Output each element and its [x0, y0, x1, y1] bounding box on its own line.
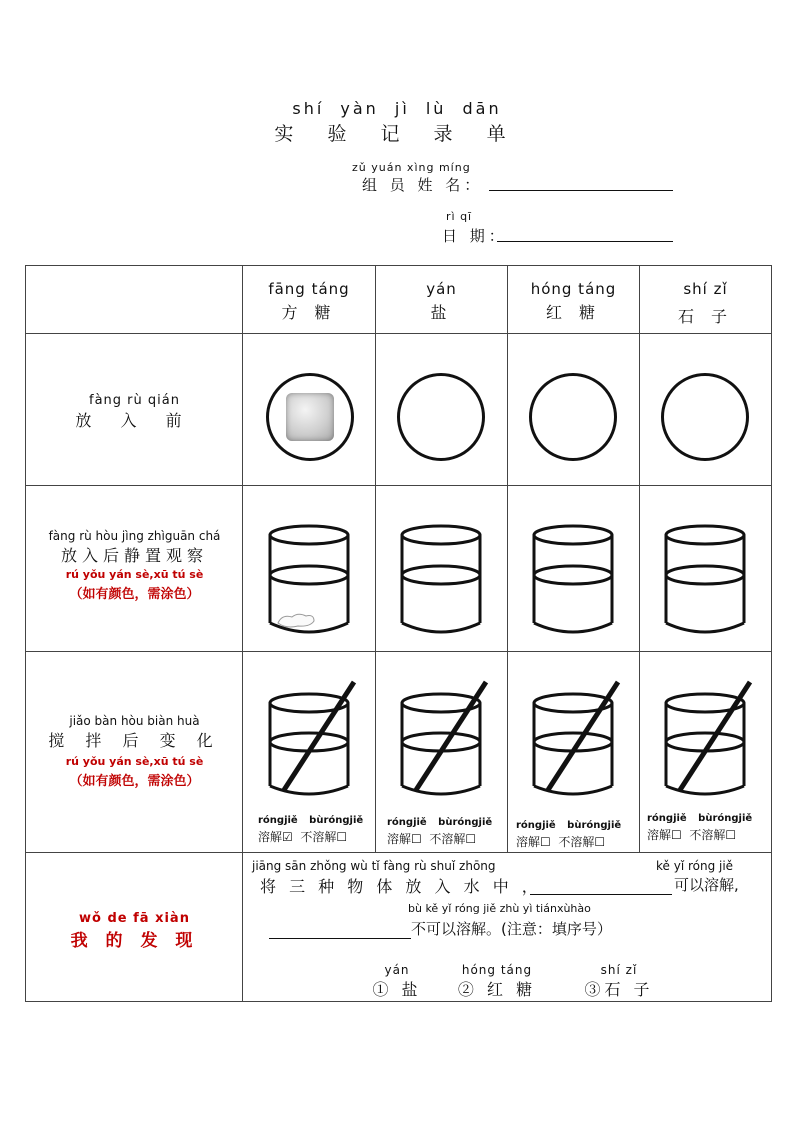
- salt-still-cup-icon[interactable]: [398, 523, 488, 635]
- table-divider: [26, 485, 771, 486]
- sugar-cube-icon: [286, 393, 334, 441]
- column-header-pebble: [640, 280, 771, 327]
- not-dissolve-pinyin: bùróngjiě: [438, 817, 493, 828]
- sugar-cube-dissolve-options: [258, 812, 363, 845]
- dissolve-checkbox[interactable]: 溶解☑: [258, 830, 293, 844]
- choice-text: ① 盐: [372, 980, 422, 999]
- date-field-blank[interactable]: [497, 241, 673, 242]
- finding-line1-end-pinyin: kě yǐ róng jiě: [656, 859, 734, 873]
- name-field-pinyin: zǔ yuán xìng míng: [352, 161, 471, 174]
- choice-text: ③石 子: [584, 980, 654, 999]
- not-dissolve-pinyin: bùróngjiě: [698, 813, 753, 824]
- row-pinyin: jiǎo bàn hòu biàn huà: [69, 714, 200, 728]
- finding-line1-pinyin: jiāng sān zhǒng wù tǐ fàng rù shuǐ zhōng: [252, 859, 496, 873]
- date-field-label: 日 期：: [442, 227, 508, 245]
- column-name: 石 子: [677, 307, 734, 326]
- brown-sugar-before-circle[interactable]: [529, 373, 617, 461]
- choice-salt: [362, 963, 432, 1000]
- row-note-pinyin: rú yǒu yán sè,xū tú sè: [65, 755, 204, 768]
- column-header-salt: [376, 280, 507, 323]
- choice-pebble: [574, 963, 664, 1000]
- row-label-after-stir: [26, 714, 243, 789]
- column-name: 盐: [430, 303, 453, 322]
- name-field-label: 组 员 姓 名：: [362, 176, 484, 194]
- title-pinyin: shí yàn jì lù dān: [292, 99, 502, 118]
- table-divider: [26, 333, 771, 334]
- finding-not-dissolve-blank[interactable]: [269, 938, 411, 939]
- row-pinyin: wǒ de fā xiàn: [79, 911, 190, 926]
- finding-line1-end: 可以溶解,: [674, 876, 739, 894]
- column-pinyin: fāng táng: [268, 280, 350, 298]
- table-divider: [375, 266, 376, 853]
- dissolve-pinyin: róngjiě: [258, 815, 298, 826]
- column-header-brown-sugar: [508, 280, 639, 323]
- table-divider: [26, 852, 771, 853]
- record-table: [25, 265, 772, 1002]
- column-header-sugar-cube: [243, 280, 375, 323]
- column-name: 红 糖: [545, 303, 602, 322]
- column-pinyin: hóng táng: [530, 280, 617, 298]
- pebble-stir-cup-icon[interactable]: [662, 678, 757, 798]
- column-pinyin: shí zǐ: [683, 280, 728, 298]
- dissolve-pinyin: róngjiě: [387, 817, 427, 828]
- salt-dissolve-options: [387, 814, 492, 847]
- dissolve-pinyin: róngjiě: [516, 820, 556, 831]
- sugar-cube-before-circle: [266, 373, 354, 461]
- choice-pinyin: shí zǐ: [600, 963, 638, 977]
- not-dissolve-checkbox[interactable]: 不溶解☐: [300, 830, 348, 844]
- choice-text: ② 红 糖: [457, 980, 537, 999]
- row-note-pinyin: rú yǒu yán sè,xū tú sè: [65, 568, 204, 581]
- sugar-cube-stir-cup-icon[interactable]: [266, 678, 361, 798]
- row-label-finding: [26, 911, 243, 951]
- column-pinyin: yán: [426, 280, 457, 298]
- row-pinyin: fàng rù qián: [89, 393, 180, 408]
- brown-sugar-stir-cup-icon[interactable]: [530, 678, 625, 798]
- table-divider: [639, 266, 640, 853]
- dissolve-pinyin: róngjiě: [647, 813, 687, 824]
- finding-line2-text: 不可以溶解。(注意：填序号）: [411, 920, 612, 938]
- row-note: （如有颜色，需涂色）: [69, 587, 200, 602]
- not-dissolve-pinyin: bùróngjiě: [309, 815, 364, 826]
- choice-brown-sugar: [442, 963, 552, 1000]
- dissolve-checkbox[interactable]: 溶解☐: [647, 828, 682, 842]
- choice-pinyin: hóng táng: [461, 963, 533, 977]
- name-field-blank[interactable]: [489, 190, 673, 191]
- column-name: 方 糖: [281, 303, 337, 322]
- date-field-pinyin: rì qī: [446, 210, 473, 223]
- row-note: （如有颜色，需涂色）: [69, 774, 200, 789]
- finding-dissolve-blank[interactable]: [530, 894, 672, 895]
- page-title: 实 验 记 录 单: [274, 123, 520, 145]
- pebble-dissolve-options: [647, 810, 752, 843]
- dissolve-checkbox[interactable]: 溶解☐: [516, 835, 551, 849]
- not-dissolve-pinyin: bùróngjiě: [567, 820, 622, 831]
- finding-line1-text: 将 三 种 物 体 放 入 水 中 ，: [260, 877, 542, 896]
- sugar-cube-still-cup-icon: [266, 523, 356, 635]
- row-label-before: [26, 393, 243, 431]
- finding-line2-pinyin: bù kě yǐ róng jiě zhù yì tiánxùhào: [408, 902, 591, 915]
- row-text: 搅 拌 后 变 化: [48, 731, 221, 750]
- choice-pinyin: yán: [384, 963, 410, 977]
- row-text: 放入后静置观察: [60, 546, 208, 565]
- row-text: 我 的 发 现: [70, 931, 199, 951]
- brown-sugar-dissolve-options: [516, 817, 621, 850]
- table-divider: [507, 266, 508, 853]
- not-dissolve-checkbox[interactable]: 不溶解☐: [558, 835, 606, 849]
- dissolve-checkbox[interactable]: 溶解☐: [387, 832, 422, 846]
- not-dissolve-checkbox[interactable]: 不溶解☐: [689, 828, 737, 842]
- table-divider: [26, 651, 771, 652]
- salt-before-circle[interactable]: [397, 373, 485, 461]
- row-text: 放 入 前: [75, 411, 194, 430]
- brown-sugar-still-cup-icon[interactable]: [530, 523, 620, 635]
- table-divider: [242, 266, 243, 1001]
- row-label-after-still: [26, 529, 243, 602]
- pebble-still-cup-icon[interactable]: [662, 523, 752, 635]
- not-dissolve-checkbox[interactable]: 不溶解☐: [429, 832, 477, 846]
- row-pinyin: fàng rù hòu jìng zhìguān chá: [48, 529, 221, 543]
- pebble-before-circle[interactable]: [661, 373, 749, 461]
- salt-stir-cup-icon[interactable]: [398, 678, 493, 798]
